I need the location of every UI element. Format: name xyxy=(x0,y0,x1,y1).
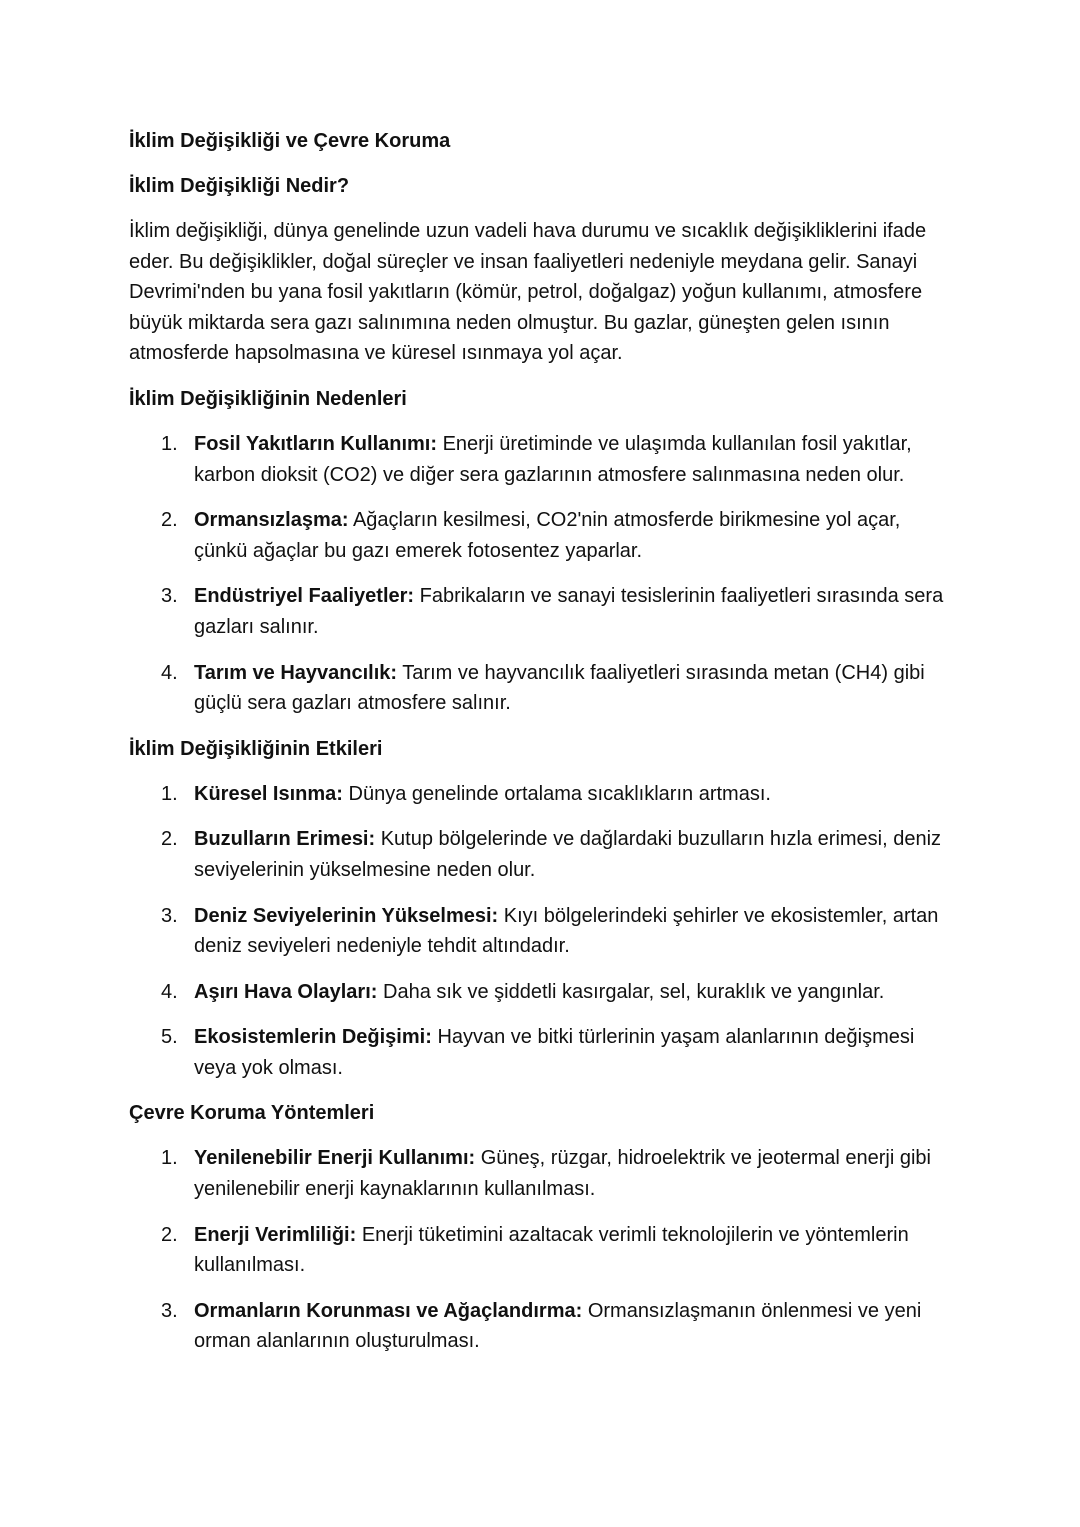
list-item xyxy=(129,1220,952,1281)
list-text: Güneş, rüzgar, hidroelektrik ve jeotermal enerji gibi yenilenebilir enerji kaynaklarının kullanılması. xyxy=(194,1147,931,1201)
list-item xyxy=(129,977,952,1008)
list-item xyxy=(129,1022,952,1083)
list-number: 1. xyxy=(161,1147,178,1170)
list-text: Kutup bölgelerinde ve dağlardaki buzulların hızla erimesi, deniz seviyelerinin yükselmesine neden olur. xyxy=(194,828,942,881)
list-number: 2. xyxy=(161,509,178,532)
list-item xyxy=(129,505,952,566)
list-text: Enerji üretiminde ve ulaşımda kullanılan fosil yakıtlar, karbon dioksit (CO2) ve diğer sera gazlarının atmosfere salınmasına neden olur. xyxy=(194,432,912,486)
list-item xyxy=(129,429,952,490)
section-heading-protection: Çevre Koruma Yöntemleri xyxy=(129,1102,375,1125)
list-text: Hayvan ve bitki türlerinin yaşam alanlarının değişmesi veya yok olması. xyxy=(194,1026,915,1079)
list-term: Ormansızlaşma: xyxy=(194,509,349,532)
list-item xyxy=(129,581,952,642)
list-text: Kıyı bölgelerindeki şehirler ve ekosistemler, artan deniz seviyeleri nedeniyle tehdit altındadır. xyxy=(194,904,939,958)
list-term: Küresel Isınma: xyxy=(194,782,343,805)
list-number: 5. xyxy=(161,1026,178,1049)
effects-list xyxy=(129,779,952,1084)
protection-list xyxy=(129,1143,952,1357)
list-item xyxy=(129,1143,952,1204)
list-term: Enerji Verimliliği: xyxy=(194,1223,357,1246)
list-term: Yenilenebilir Enerji Kullanımı: xyxy=(194,1147,476,1170)
list-number: 2. xyxy=(161,828,178,851)
causes-list xyxy=(129,429,952,719)
list-number: 4. xyxy=(161,661,178,684)
section-heading-intro: İklim Değişikliği Nedir? xyxy=(129,175,350,197)
list-term: Aşırı Hava Olayları: xyxy=(194,980,378,1003)
list-item xyxy=(129,1296,952,1357)
list-item xyxy=(129,658,952,719)
document-title: İklim Değişikliği ve Çevre Koruma xyxy=(129,130,451,152)
list-term: Endüstriyel Faaliyetler: xyxy=(194,585,415,608)
list-item xyxy=(129,901,952,962)
list-text: Ormansızlaşmanın önlenmesi ve yeni orman alanlarının oluşturulması. xyxy=(194,1299,922,1353)
list-text: Daha sık ve şiddetli kasırgalar, sel, kuraklık ve yangınlar. xyxy=(383,980,885,1003)
list-term: Buzulların Erimesi: xyxy=(194,828,376,851)
list-term: Fosil Yakıtların Kullanımı: xyxy=(194,432,438,455)
section-heading-causes: İklim Değişikliğinin Nedenleri xyxy=(129,387,407,410)
list-number: 1. xyxy=(161,432,178,455)
list-text: Enerji tüketimini azaltacak verimli teknolojilerin ve yöntemlerin kullanılması. xyxy=(194,1223,909,1277)
list-number: 1. xyxy=(161,782,178,805)
list-item xyxy=(129,824,952,885)
list-number: 4. xyxy=(161,980,178,1003)
list-text: Tarım ve hayvancılık faaliyetleri sırasında metan (CH4) gibi güçlü sera gazları atmosfere salınır. xyxy=(194,661,925,715)
list-text: Dünya genelinde ortalama sıcaklıkların artması. xyxy=(348,782,771,805)
list-term: Ormanların Korunması ve Ağaçlandırma: xyxy=(194,1299,583,1322)
list-number: 3. xyxy=(161,585,178,608)
list-number: 3. xyxy=(161,1299,178,1322)
list-number: 2. xyxy=(161,1223,178,1246)
list-term: Tarım ve Hayvancılık: xyxy=(194,661,398,684)
list-item xyxy=(129,779,952,810)
list-term: Ekosistemlerin Değişimi: xyxy=(194,1026,432,1049)
list-number: 3. xyxy=(161,904,178,927)
list-text: Fabrikaların ve sanayi tesislerinin faaliyetleri sırasında sera gazları salınır. xyxy=(194,585,944,638)
list-term: Deniz Seviyelerinin Yükselmesi: xyxy=(194,904,499,927)
intro-paragraph: İklim değişikliği, dünya genelinde uzun vadeli hava durumu ve sıcaklık değişikliklerini ifade eder. Bu değişiklikler, doğal süreçler ve insan faaliyetleri nedeniyle meydana gelir. Sanayi Devrimi'nden bu yana fosil yakıtların (kömür, petrol, doğalgaz) yoğun kullanımı, atmosfere büyük miktarda sera gazı salınımına neden olmuştur. Bu gazlar, güneşten gelen ısının atmosferde hapsolmasına ve küresel ısınmaya yol açar. xyxy=(129,220,927,365)
list-text: Ağaçların kesilmesi, CO2'nin atmosferde birikmesine yol açar, çünkü ağaçlar bu gazı emerek fotosentez yaparlar. xyxy=(194,509,901,562)
section-heading-effects: İklim Değişikliğinin Etkileri xyxy=(129,737,383,760)
